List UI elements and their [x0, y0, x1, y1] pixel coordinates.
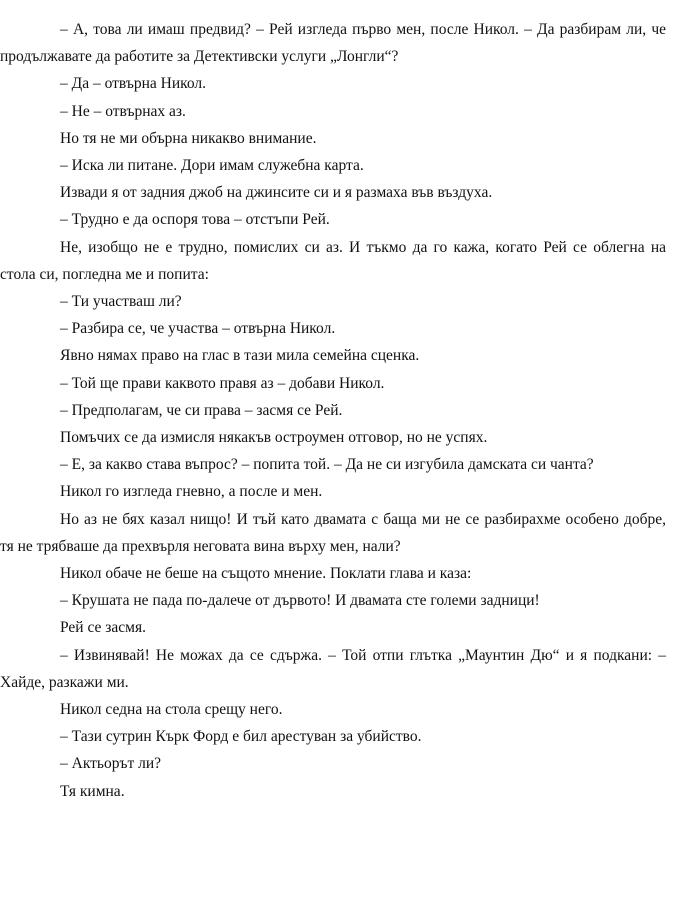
paragraph	[60, 152, 666, 179]
paragraph	[60, 179, 666, 206]
document-body	[0, 16, 666, 805]
paragraph	[60, 397, 666, 424]
paragraph-first-line: Но аз не бях казал нищо! И тъй като двамата с баща ми не се разбирахме особено добре,	[60, 510, 666, 528]
paragraph-first-line: – Актьорът ли?	[60, 755, 162, 773]
paragraph-first-line: Не, изобщо не е трудно, помислих си аз. И тъкмо да го кажа, когато Рей се облегна на	[60, 238, 666, 256]
paragraph	[60, 70, 666, 97]
paragraph-first-line: – Да – отвърна Никол.	[60, 75, 207, 93]
paragraph-first-line: Но тя не ми обърна никакво внимание.	[60, 129, 317, 147]
paragraph	[0, 642, 666, 696]
paragraph	[0, 16, 666, 70]
paragraph	[60, 778, 666, 805]
paragraph	[60, 560, 666, 587]
paragraph-continuation-line: тя не трябваше да прехвърля неговата вина върху мен, нали?	[0, 537, 401, 555]
paragraph	[0, 234, 666, 288]
paragraph	[60, 288, 666, 315]
paragraph-continuation-line: Хайде, разкажи ми.	[0, 673, 129, 691]
paragraph-first-line: – Той ще прави каквото правя аз – добави Никол.	[60, 374, 385, 392]
paragraph-first-line: – Извинявай! Не можах да се сдържа. – Той отпи глътка „Маунтин Дю“ и я подкани: –	[60, 646, 666, 664]
paragraph	[0, 506, 666, 560]
paragraph-first-line: – А, това ли имаш предвид? – Рей изгледа първо мен, после Никол. – Да разбирам ли, че	[60, 21, 666, 38]
paragraph	[60, 587, 666, 614]
paragraph	[60, 696, 666, 723]
paragraph-first-line: Никол седна на стола срещу него.	[60, 701, 283, 719]
paragraph-first-line: Извади я от задния джоб на джинсите си и я размаха във въздуха.	[60, 184, 493, 202]
paragraph-first-line: – Не – отвърнах аз.	[60, 102, 186, 120]
paragraph	[60, 750, 666, 777]
paragraph	[60, 342, 666, 369]
paragraph	[60, 315, 666, 342]
paragraph	[60, 206, 666, 233]
paragraph-first-line: – Иска ли питане. Дори имам служебна карта.	[60, 157, 364, 175]
paragraph	[60, 478, 666, 505]
paragraph	[60, 98, 666, 125]
paragraph-first-line: Помъчих се да измисля някакъв остроумен отговор, но не успях.	[60, 429, 488, 447]
paragraph-continuation-line: продължавате да работите за Детективски услуги „Лонгли“?	[0, 48, 399, 66]
paragraph-first-line: – Е, за какво става въпрос? – попита той. – Да не си изгубила дамската си чанта?	[60, 456, 594, 474]
paragraph	[60, 723, 666, 750]
paragraph-first-line: – Разбира се, че участва – отвърна Никол.	[60, 320, 336, 338]
paragraph-first-line: Явно нямах право на глас в тази мила семейна сценка.	[60, 347, 420, 365]
paragraph-first-line: – Предполагам, че си права – засмя се Рей.	[60, 401, 343, 419]
paragraph	[60, 424, 666, 451]
paragraph-first-line: Тя кимна.	[60, 782, 125, 800]
paragraph-first-line: Никол обаче не беше на същото мнение. Поклати глава и каза:	[60, 565, 472, 583]
paragraph	[60, 125, 666, 152]
paragraph-first-line: – Трудно е да оспоря това – отстъпи Рей.	[60, 211, 330, 229]
paragraph-first-line: – Ти участваш ли?	[60, 293, 182, 311]
paragraph-first-line: Никол го изгледа гневно, а после и мен.	[60, 483, 323, 501]
paragraph	[60, 614, 666, 641]
paragraph-first-line: Рей се засмя.	[60, 619, 146, 637]
paragraph	[60, 370, 666, 397]
paragraph-continuation-line: стола си, погледна ме и попита:	[0, 265, 209, 283]
paragraph	[60, 451, 666, 478]
paragraph-first-line: – Крушата не пада по-далече от дървото! И двамата сте големи задници!	[60, 592, 540, 610]
paragraph-first-line: – Тази сутрин Кърк Форд е бил арестуван за убийство.	[60, 728, 422, 746]
